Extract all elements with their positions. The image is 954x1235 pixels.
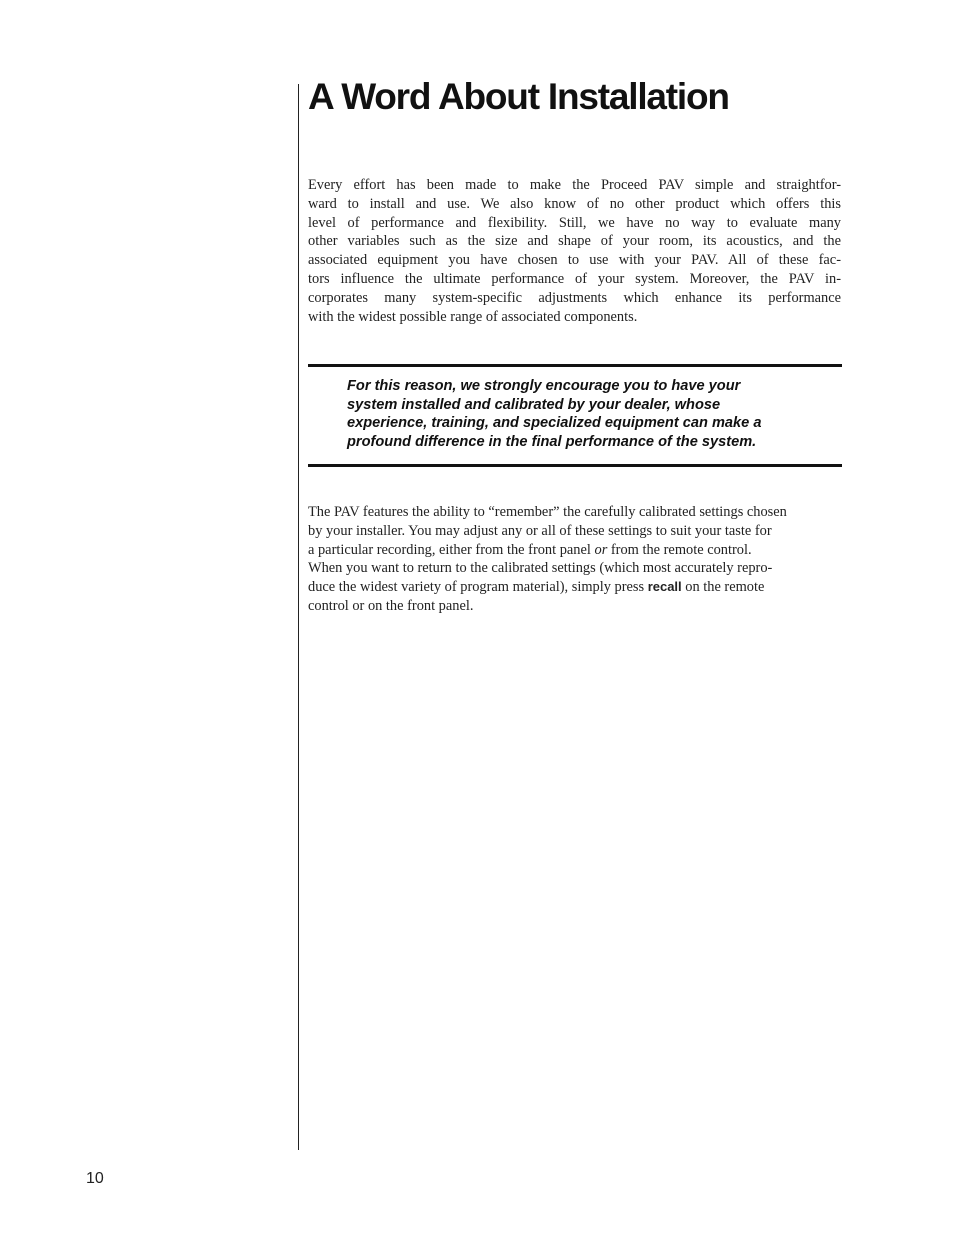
callout-line: system installed and calibrated by your dealer, whose [347,396,721,413]
intro-line: ward to install and use. We also know of no other product which offers this [308,195,841,212]
intro-line: Every effort has been made to make the Proceed PAV simple and straightfor- [308,177,841,193]
intro-line: tors influence the ultimate performance of your system. Moreover, the PAV in- [308,270,841,287]
intro-paragraph [308,176,841,326]
callout-bottom-rule [308,464,842,467]
intro-line: corporates many system-specific adjustments which enhance its performance [308,289,841,306]
installation-callout [347,377,817,452]
recall-paragraph [308,503,841,616]
recall-line-text: duce the widest variety of program material), simply press [308,579,648,596]
intro-line: other variables such as the size and shape of your room, its acoustics, and the [308,233,841,250]
margin-vertical-rule [298,84,299,1150]
recall-keyword: recall [647,579,682,595]
recall-line: The PAV features the ability to “remember” the carefully calibrated settings chosen [308,504,787,520]
recall-line [308,541,841,560]
emphasis-or: or [594,541,608,558]
recall-line: by your installer. You may adjust any or all of these settings to suit your taste for [308,522,772,539]
intro-line: associated equipment you have chosen to use with your PAV. All of these fac- [308,252,841,269]
callout-line: profound difference in the final performance of the system. [347,434,757,451]
callout-top-rule [308,364,842,367]
recall-line-text: on the remote [681,579,765,596]
callout-line: For this reason, we strongly encourage you to have your [347,378,741,394]
recall-line [308,578,841,597]
recall-line: control or on the front panel. [308,597,474,614]
callout-line: experience, training, and specialized equipment can make a [347,415,762,432]
intro-line: level of performance and flexibility. Still, we have no way to evaluate many [308,214,841,231]
page-number: 10 [86,1170,104,1187]
intro-line: with the widest possible range of associated components. [308,308,638,325]
recall-line: When you want to return to the calibrated settings (which most accurately repro- [308,560,773,577]
recall-line-text: a particular recording, either from the front panel [308,541,595,558]
page-title: A Word About Installation [308,76,729,117]
recall-line-text: from the remote control. [607,541,752,558]
